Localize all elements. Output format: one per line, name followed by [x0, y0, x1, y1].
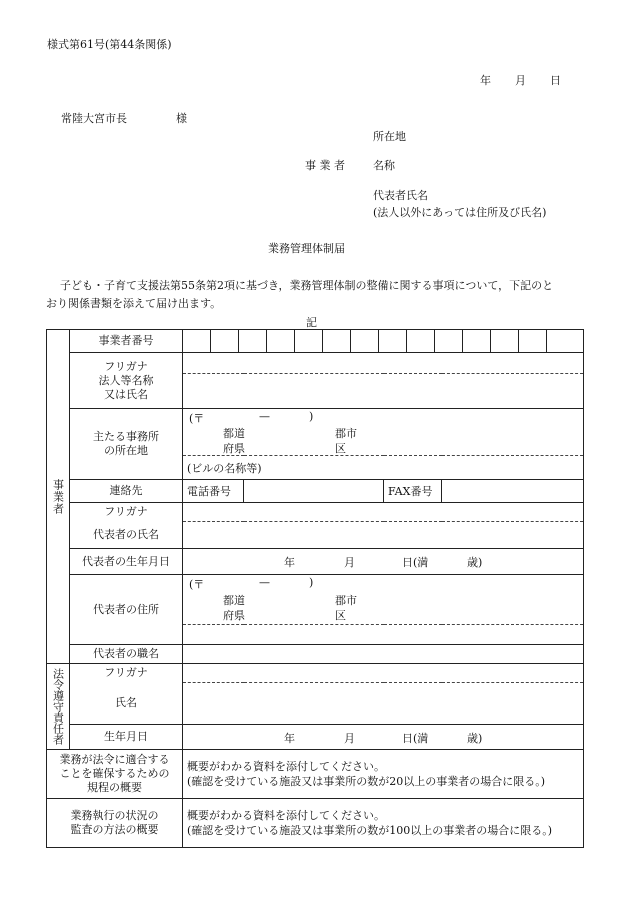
digit-box[interactable]: [491, 330, 519, 352]
addressee-name: 常陸大宮市長: [61, 112, 127, 125]
label-main-office: 主たる事務所 の所在地: [70, 409, 183, 480]
compliance-name-field[interactable]: [183, 683, 584, 725]
label-fax: FAX番号: [384, 480, 442, 503]
label-phone: 電話番号: [183, 480, 244, 503]
label-corp-name: フリガナ 法人等名称 又は氏名: [70, 353, 183, 409]
rep-address-field[interactable]: (〒 — ) 都道 府県 郡市 区: [183, 575, 584, 625]
applicant-name-label: 名称: [373, 159, 395, 172]
rep-birth-field[interactable]: 年 月 日(満 歳): [183, 549, 584, 575]
digit-box[interactable]: [295, 330, 323, 352]
applicant-rep-label: 代表者氏名: [373, 189, 428, 202]
digit-box[interactable]: [379, 330, 407, 352]
label-rep-name: 代表者の氏名: [70, 522, 183, 549]
business-number-boxes[interactable]: [183, 330, 584, 353]
date-day-label: 日: [550, 74, 561, 87]
label-business-number: 事業者番号: [70, 330, 183, 353]
form-number: 様式第61号(第44条関係): [47, 38, 172, 51]
digit-box[interactable]: [183, 330, 211, 352]
digit-box[interactable]: [351, 330, 379, 352]
digit-box[interactable]: [211, 330, 239, 352]
label-rep-address: 代表者の住所: [70, 575, 183, 645]
corp-name-field[interactable]: [183, 374, 584, 409]
digit-box[interactable]: [323, 330, 351, 352]
category-compliance: 法令遵守責任者: [47, 664, 70, 750]
label-rules-summary: 業務が法令に適合する ことを確保するための 規程の概要: [47, 750, 183, 799]
label-compliance-birth: 生年月日: [70, 725, 183, 750]
label-rep-title: 代表者の職名: [70, 645, 183, 664]
digit-box[interactable]: [463, 330, 491, 352]
rep-address-extra-field[interactable]: [183, 625, 584, 645]
registration-table: [46, 329, 584, 848]
label-compliance-furigana: フリガナ: [70, 664, 183, 683]
applicant-role-label: 事 業 者: [305, 159, 345, 172]
building-name-field[interactable]: (ビルの名称等): [183, 456, 584, 480]
applicant-location-label: 所在地: [373, 130, 406, 143]
rep-furigana-field[interactable]: [183, 503, 584, 522]
date-month-label: 月: [515, 74, 526, 87]
applicant-rep-note: (法人以外にあっては住所及び氏名): [373, 206, 547, 219]
label-audit-summary: 業務執行の状況の 監査の方法の概要: [47, 799, 183, 848]
corp-furigana-field[interactable]: [183, 353, 584, 374]
body-text-line-2: おり関係書類を添えて届け出ます。: [46, 297, 222, 310]
rep-title-field[interactable]: [183, 645, 584, 664]
label-contact: 連絡先: [70, 480, 183, 503]
digit-box[interactable]: [407, 330, 435, 352]
addressee-honorific: 様: [176, 112, 187, 125]
category-business: 事業者: [47, 330, 70, 664]
main-office-address-field[interactable]: (〒 — ) 都道 府県 郡市 区: [183, 409, 584, 456]
ki-heading: 記: [306, 316, 317, 329]
label-rep-birth: 代表者の生年月日: [70, 549, 183, 575]
rep-name-field[interactable]: [183, 522, 584, 549]
label-compliance-name: 氏名: [70, 683, 183, 725]
compliance-furigana-field[interactable]: [183, 664, 584, 683]
body-text-line-1: 子ども・子育て支援法第55条第2項に基づき，業務管理体制の整備に関する事項について，下記のと: [60, 279, 554, 292]
audit-summary-field[interactable]: 概要がわかる資料を添付してください。 (確認を受けている施設又は事業所の数が100以上の事業者の場合に限る。): [183, 799, 584, 848]
label-rep-furigana: フリガナ: [70, 503, 183, 522]
digit-box[interactable]: [519, 330, 547, 352]
digit-box[interactable]: [267, 330, 295, 352]
date-year-label: 年: [480, 74, 491, 87]
digit-box[interactable]: [435, 330, 463, 352]
fax-field[interactable]: [442, 480, 584, 503]
document-title: 業務管理体制届: [268, 242, 345, 255]
digit-box[interactable]: [239, 330, 267, 352]
rules-summary-field[interactable]: 概要がわかる資料を添付してください。 (確認を受けている施設又は事業所の数が20以上の事業者の場合に限る。): [183, 750, 584, 799]
compliance-birth-field[interactable]: 年 月 日(満 歳): [183, 725, 584, 750]
phone-field[interactable]: [244, 480, 384, 503]
